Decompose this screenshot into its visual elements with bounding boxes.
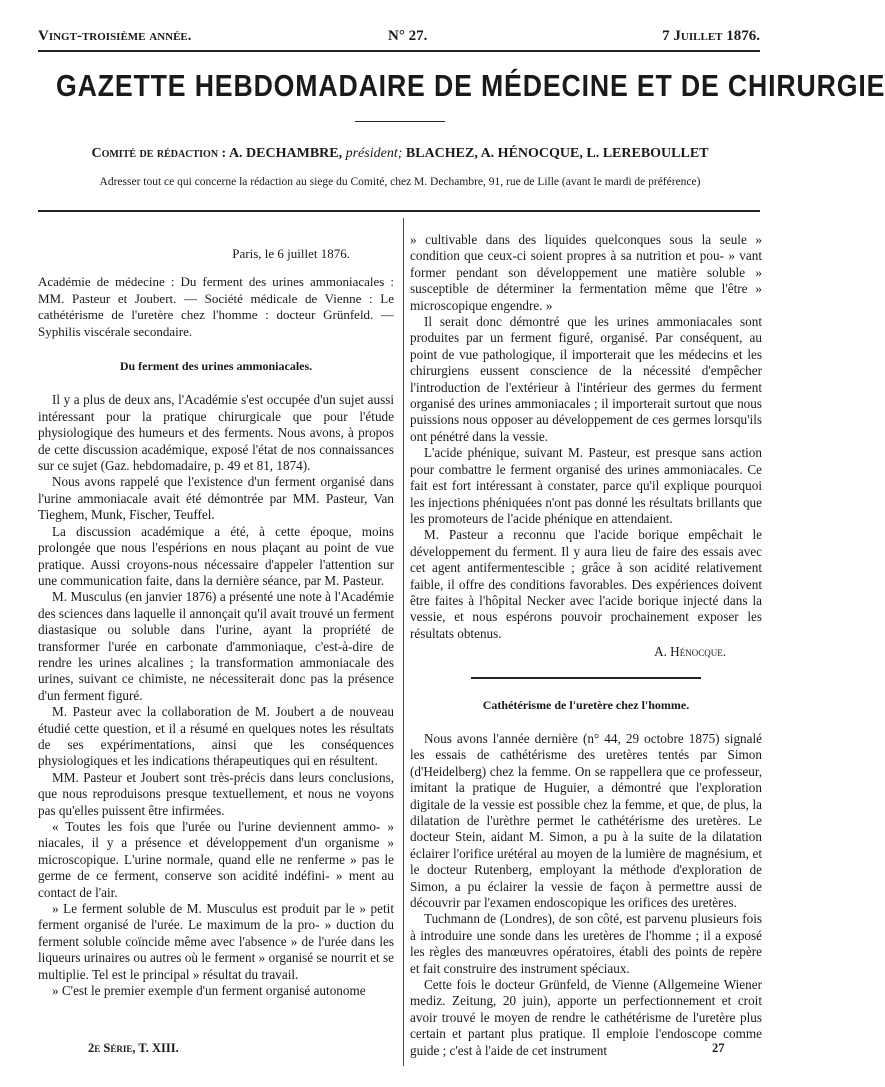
issue-summary: Académie de médecine : Du ferment des urines ammoniacales : MM. Pasteur et Joubert. — Société médicale de Vienne : Le cathétérisme de l'uretère chez l'homme : docteur Grünfeld. — Syphilis viscérale secondaire. [38, 274, 394, 339]
paragraph: Il serait donc démontré que les urines ammoniacales sont produites par un ferment figuré, organisé. Par conséquent, au point de vue pathologique, il importerait que les médecins et les chirurgiens eussent conscience de la nécessité d'empêcher l'introduction de l'extérieur à l'intérieur des germes du ferment organisé des urines ammoniacales ; il importerait surtout que nous puissions nous opposer au développement de ces germes lorsqu'ils ont pénétré dans la vessie. [410, 314, 762, 444]
paragraph: M. Pasteur avec la collaboration de M. Joubert a de nouveau étudié cette question, et il a résumé en quelques notes les résultats de ses expérimentations, ainsi que les conséquences physiologiques et les indications thérapeutiques qui en résultent. [38, 704, 394, 769]
issue-date: 7 Juillet 1876. [662, 28, 760, 44]
year-label: Vingt-troisième année. [38, 28, 192, 44]
issue-number: N° 27. [388, 28, 428, 44]
top-rule [38, 50, 760, 52]
header-rule [38, 210, 760, 212]
committee-line [0, 146, 800, 162]
paragraph: L'acide phénique, suivant M. Pasteur, est presque sans action pour combattre le ferment organisé des urines ammoniacales. Ce fait est fort intéressant à constater, parce qu'il explique pourquoi les injections phéniquées n'ont pas donné les résultats brillants que les promoteurs de l'acide phénique en attendaient. [410, 445, 762, 526]
article-heading: Du ferment des urines ammoniacales. [119, 359, 313, 374]
paragraph: Tuchmann de (Londres), de son côté, est parvenu plusieurs fois à introduire une sonde dans les uretères de l'homme ; il a exposé les règles des manœuvres opératoires, établi des points de repère et fait construire des instrument spéciaux. [410, 911, 762, 976]
article-heading-2: Cathétérisme de l'uretère chez l'homme. [482, 697, 690, 712]
masthead-top-line [38, 28, 760, 48]
quote-paragraph: » Le ferment soluble de M. Musculus est produit par le » petit ferment organisé de l'urée. Le maximum de la pro- » duction du ferment soluble coïncide même avec l'absence » de l'urée dans les liqueurs urinaires ou autres où le ferment » organisé se nourrit et se multiplie. Tel est le principal » résultat du travail. [38, 901, 394, 982]
paragraph: La discussion académique a été, à cette époque, moins prolongée que nous l'espérions en nous plaçant au point de vue pratique. Aussi croyons-nous nécessaire d'appeler l'attention sur une communication faite, dans la dernière séance, par M. Pasteur. [38, 523, 394, 588]
paragraph: Nous avons rappelé que l'existence d'un ferment organisé dans l'urine ammoniacale avait été démontrée par MM. Pasteur, Van Tieghem, Munk, Fischer, Teuffel. [38, 474, 394, 523]
series-label: 2e Série, T. XIII. [88, 1041, 179, 1055]
journal-title: GAZETTE HEBDOMADAIRE DE MÉDECINE ET DE CHIRURGIE [56, 68, 885, 103]
committee-label: Comité de rédaction : [91, 146, 227, 161]
editorial-address: Adresser tout ce qui concerne la rédaction au siege du Comité, chez M. Dechambre, 91, rue de Lille (avant le mardi de préférence) [99, 176, 701, 188]
quote-paragraph: « Toutes les fois que l'urée ou l'urine deviennent ammo- » niacales, il y a présence et développement d'un organisme » microscopique. L'urine normale, quand elle ne renferme » pas le germe de ce ferment, conserve son acidité indéfini- » ment au contact de l'air. [38, 819, 394, 900]
committee-chief: A. DECHAMBRE, [228, 146, 343, 161]
paragraph: MM. Pasteur et Joubert sont très-précis dans leurs conclusions, que nous reproduisons presque textuellement, et nous ne voyons pas qu'elles puissent être infirmées. [38, 769, 394, 818]
section-rule [471, 677, 701, 679]
author-signature: A. Hénocque. [654, 644, 726, 660]
column-divider [403, 218, 404, 1066]
paragraph: Il y a plus de deux ans, l'Académie s'est occupée d'un sujet aussi intéressant pour la pratique chirurgicale que pour l'étude physiologique des humeurs et des ferments. Nous avons, à propos de cette discussion académique, exposé l'état de nos connaissances sur ce sujet (Gaz. hebdomadaire, p. 49 et 81, 1874). [38, 392, 394, 474]
paragraph: M. Pasteur a reconnu que l'acide borique empêchait le développement du ferment. Il y aura lieu de faire des essais avec cet agent antifermentescible ; grâce à son acidité relativement faible, il offre des conditions favorables. Des expériences doivent être faites à l'hôpital Necker avec l'acide borique injecté dans la vessie, et nous espérons pouvoir prochainement exposer les résultats obtenus. [410, 527, 762, 641]
page-number: 27 [712, 1041, 725, 1055]
committee-role: président; [345, 146, 403, 161]
quote-continuation: » cultivable dans des liquides quelconques sous la seule » condition que ceux-ci soient propres à sa nutrition et pou- » vant former pendant son développement une matière soluble » susceptible de déterminer la fermentation même que l'être » microscopique engendre. » [410, 232, 762, 313]
paragraph: Nous avons l'année dernière (n° 44, 29 octobre 1875) signalé les essais de cathétérisme des uretères tentés par Simon (d'Heidelberg) chez la femme. On se rappellera que ce professeur, imitant la pratique de Huguier, a démontré que l'exploration digitale de la vessie est possible chez la femme, et que, de plus, la dilatation de l'urèthre permet le cathétérisme des uretères. Le docteur Stein, aidant M. Simon, a pu à la suite de la dilatation éclairer l'orifice urétéral au moyen de la lumière de magnésium, et le docteur Rutenberg, employant la méthode d'exploration de Simon, a pu éclairer la vessie de façon à permettre aussi de découvrir par l'examen endoscopique les orifices des uretères. [410, 730, 762, 911]
right-column [410, 232, 762, 1059]
left-column [38, 232, 394, 999]
paragraph: Cette fois le docteur Grünfeld, de Vienne (Allgemeine Wiener mediz. Zeitung, 20 juin), apporte un perfectionnement et croit avoir trouvé le moyen de rendre le cathétérisme de l'uretère plus certain et partant plus pratique. Il emploie l'endoscope comme guide ; c'est à l'aide de cet instrument [410, 977, 762, 1058]
dateline: Paris, le 6 juillet 1876. [232, 246, 350, 261]
quote-paragraph: » C'est le premier exemple d'un ferment organisé autonome [52, 983, 366, 999]
title-underline [355, 121, 445, 122]
paragraph: M. Musculus (en janvier 1876) a présenté une note à l'Académie des sciences dans laquelle il annonçait qu'il avait trouvé un ferment diastasique ou soluble dans l'urine, ayant la propriété de transformer l'urée en carbonate d'ammoniaque, c'est-à-dire de rendre les urines alcalines ; la transformation ammoniacale des urines, suivant ce chimiste, ne nécessiterait donc pas la présence d'un ferment figuré. [38, 589, 394, 703]
committee-members: BLACHEZ, A. HÉNOCQUE, L. LEREBOULLET [405, 146, 709, 161]
